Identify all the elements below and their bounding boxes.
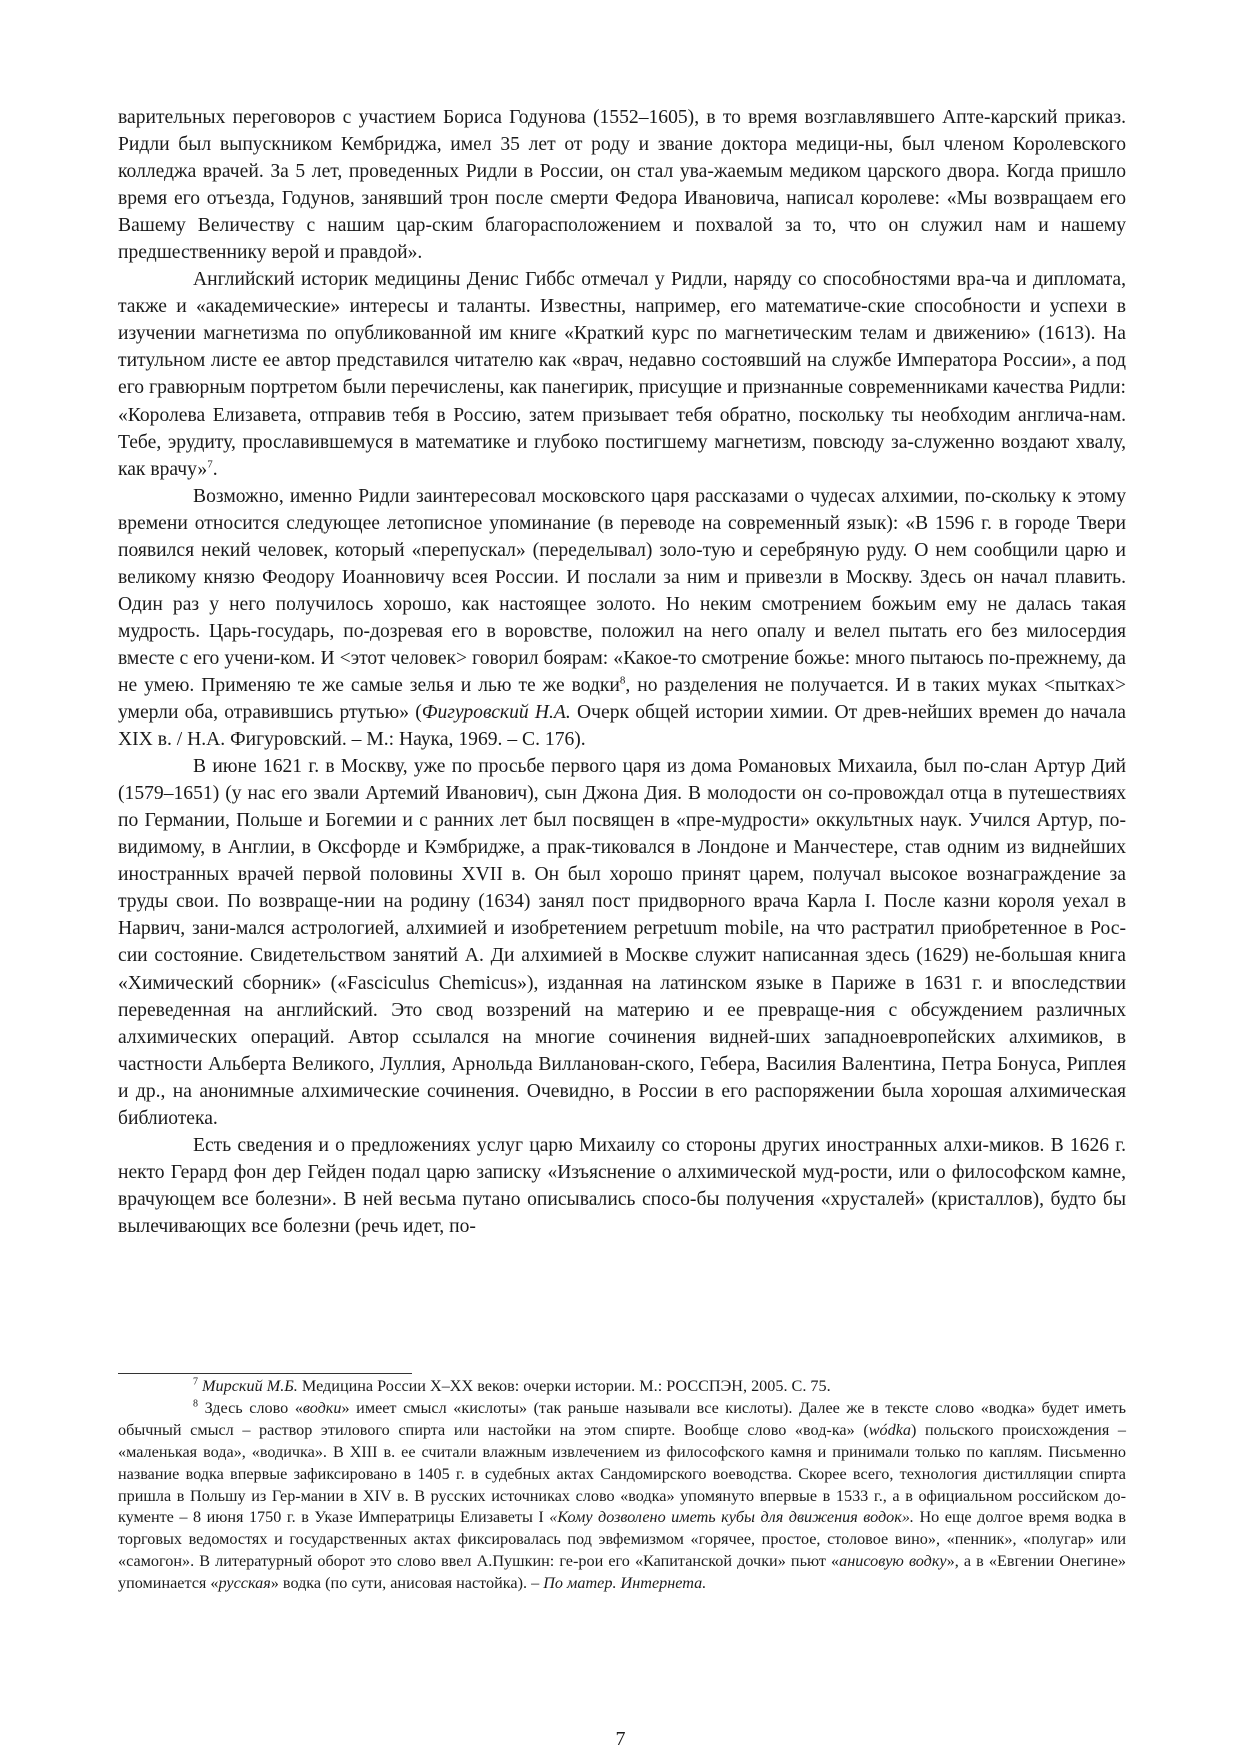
text-run: Здесь слово « bbox=[198, 1398, 303, 1417]
text-run: Есть сведения и о предложениях услуг царю Михаилу со стороны других иностранных алхи-миков. В 1626 г. некто Герард фон дер Гейден подал царю записку «Изъяснение о алхимической муд-рости, или о философском камне, врачующем все болезни». В ней весьма путано описывались спосо-бы получения «хрусталей» (кристаллов), будто бы вылечивающих все болезни (речь идет, по- bbox=[118, 1134, 1126, 1237]
paragraph-5 bbox=[118, 1132, 1126, 1240]
text-run: » водка (по сути, анисовая настойка). – bbox=[270, 1574, 544, 1593]
text-run: », а в «Евгении Онегине» упоминается « bbox=[118, 1552, 1126, 1593]
text-run: » имеет смысл «кислоты» (так раньше называли все кислоты). Далее же в тексте слово «водка» будет иметь обычный смысл – раствор этилового спирта или настойки на этом спирте. Вообще слово «вод-ка» ( bbox=[118, 1398, 1126, 1439]
paragraph-3 bbox=[118, 483, 1126, 753]
text-run: , но разделения не получается. И в таких муках <пытках> умерли оба, отравившись ртутью» ( bbox=[118, 674, 1126, 724]
italic-text: русская bbox=[218, 1574, 271, 1593]
text-run: Очерк общей истории химии. От древ-нейших времен до начала XIX в. / Н.А. Фигуровский. – М.: Наука, 1969. – С. 176). bbox=[118, 702, 1126, 751]
paragraph-2 bbox=[118, 266, 1126, 482]
footnotes bbox=[118, 1376, 1126, 1595]
page-number: 7 bbox=[615, 1728, 626, 1750]
footnote-ref: 8 bbox=[193, 1398, 198, 1410]
italic-text: водки bbox=[302, 1398, 342, 1417]
italic-text: Мирский М.Б. bbox=[202, 1377, 298, 1395]
italic-text: По матер. Интернета. bbox=[543, 1574, 707, 1593]
footnote-separator bbox=[118, 1373, 412, 1374]
paragraph-4 bbox=[118, 753, 1126, 1132]
text-run: Но еще долгое время водка в торговых ведомостях и государственных актах фиксировалась под эвфемизмом «горячее, простое, столовое вино», «пенник», «полугар» или «самогон». В литературный оборот это слово ввел А.Пушкин: ге-рои его «Капитанской дочки» пьют « bbox=[118, 1508, 1126, 1571]
paragraph-1 bbox=[118, 104, 1126, 266]
text-run: Английский историк медицины Денис Гиббс отмечал у Ридли, наряду со способностями вра-ча и дипломата, также и «академические» интересы и таланты. Известны, например, его математиче-ские способности и успехи в изучении магнетизма по опубликованной им книге «Краткий курс по магнетическим телам и движению» (1613). На титульном листе ее автор представился читателю как «врач, недавно состоявший на службе Императора России», а под его гравюрным портретом были перечислены, как панегирик, присущие и признанные современниками качества Ридли: «Королева Елизавета, отправив тебя в Россию, затем призывает тебя обратно, поскольку ты необходим англича-нам. Тебе, эрудиту, прославившемуся в математике и глубоко постигшему магнетизм, повсюду за-служенно воздают хвалу, как врачу» bbox=[118, 269, 1126, 480]
text-run: варительных переговоров с участием Бориса Годунова (1552–1605), в то время возглавлявшего Апте-карский приказ. Ридли был выпускником Кембриджа, имел 35 лет от роду и звание доктора медици-ны, был членом Королевского колледжа врачей. За 5 лет, проведенных Ридли в России, он стал ува-жаемым медиком царского двора. Когда пришло время его отъезда, Годунов, занявший трон после смерти Федора Ивановича, написал королеве: «Мы возвращаем его Вашему Величеству с нашим цар-ским благорасположением и похвалой за то, что он служил нам и нашему предшественнику верой и правдой». bbox=[118, 107, 1126, 264]
footnote-ref: 7 bbox=[193, 1376, 198, 1388]
text-run: Возможно, именно Ридли заинтересовал московского царя рассказами о чудесах алхимии, по-скольку к этому времени относится следующее летописное упоминание (в переводе на современный язык): «В 1596 г. в городе Твери появился некий человек, который «перепускал» (переделывал) золо-тую и серебряную руду. О нем сообщили царю и великому князю Феодору Иоанновичу всея России. И послали за ним и привезли в Москву. Здесь он начал плавить. Один раз у него получилось хорошо, как настоящее золото. Но неким смотрением божьим ему не далась такая мудрость. Царь-государь, по-дозревая его в воровстве, положил на него опалу и велел пытать его без милосердия вместе с его учени-ком. И <этот человек> говорил боярам: «Какое-то смотрение божье: много пытаюсь по-прежнему, да не умею. Применяю те же самые зелья и лью те же водки bbox=[118, 485, 1126, 696]
text-run: . bbox=[212, 458, 218, 480]
main-text bbox=[118, 104, 1126, 1240]
italic-text: wódka bbox=[868, 1420, 911, 1439]
footnote-ref: 7 bbox=[207, 458, 213, 471]
footnote-7 bbox=[118, 1376, 1126, 1398]
italic-text: «Кому дозволено иметь кубы для движения водок». bbox=[549, 1508, 914, 1527]
footnote-ref: 8 bbox=[619, 674, 626, 687]
text-run: В июне 1621 г. в Москву, уже по просьбе первого царя из дома Романовых Михаила, был по-слан Артур Дий (1579–1651) (у нас его звали Артемий Иванович), сын Джона Дия. В молодости он со-провождал отца в путешествиях по Германии, Польше и Богемии и с ранних лет был посвящен в «пре-мудрости» оккультных наук. Учился Артур, по-видимому, в Англии, в Оксфорде и Кэмбридже, а прак-тиковался в Лондоне и Манчестере, став одним из виднейших иностранных врачей первой половины XVII в. Он был хорошо принят царем, получал высокое вознаграждение за труды свои. По возвраще-нии на родину (1634) занял пост придворного врача Карла I. После казни короля уехал в Нарвич, зани-мался астрологией, алхимией и изобретением perpetuum mobile, на что растратил приобретенное в Рос-сии состояние. Свидетельством занятий А. Ди алхимией в Москве служит написанная здесь (1629) не-большая книга «Химический сборник» («Fasciculus Chemicus»), изданная на латинском языке в Париже в 1631 г. и впоследствии переведенная на английский. Это свод воззрений на материю и ее превраще-ния с обсуждением различных алхимических операций. Автор ссылался на многие сочинения видней-ших западноевропейских алхимиков, в частности Альберта Великого, Луллия, Арнольда Вилланован-ского, Гебера, Василия Валентина, Петра Бонуса, Риплея и др., на анонимные алхимические сочинения. Очевидно, в России в его распоряжении была хорошая алхимическая библиотека. bbox=[118, 756, 1126, 1129]
text-run: Медицина России X–XX веков: очерки истории. М.: РОССПЭН, 2005. С. 75. bbox=[297, 1377, 831, 1395]
italic-text: анисовую водку bbox=[839, 1552, 947, 1571]
footnote-8 bbox=[118, 1398, 1126, 1595]
text-run: ) польского происхождения – «маленькая вода», «водичка». В XIII в. ее считали влажным извлечением из философского камня и принимали только по каплям. Письменно название водка впервые зафиксировано в 1405 г. в судебных актах Сандомирского воеводства. Скорее всего, технология дистилляции спирта пришла в Польшу из Гер-мании в XIV в. В русских источниках слово «водка» упомянуто впервые в 1533 г., а в официальном российском до-кументе – 8 июня 1750 г. в Указе Императрицы Елизаветы I bbox=[118, 1420, 1126, 1527]
italic-text: Фигуровский Н.А. bbox=[421, 702, 571, 724]
